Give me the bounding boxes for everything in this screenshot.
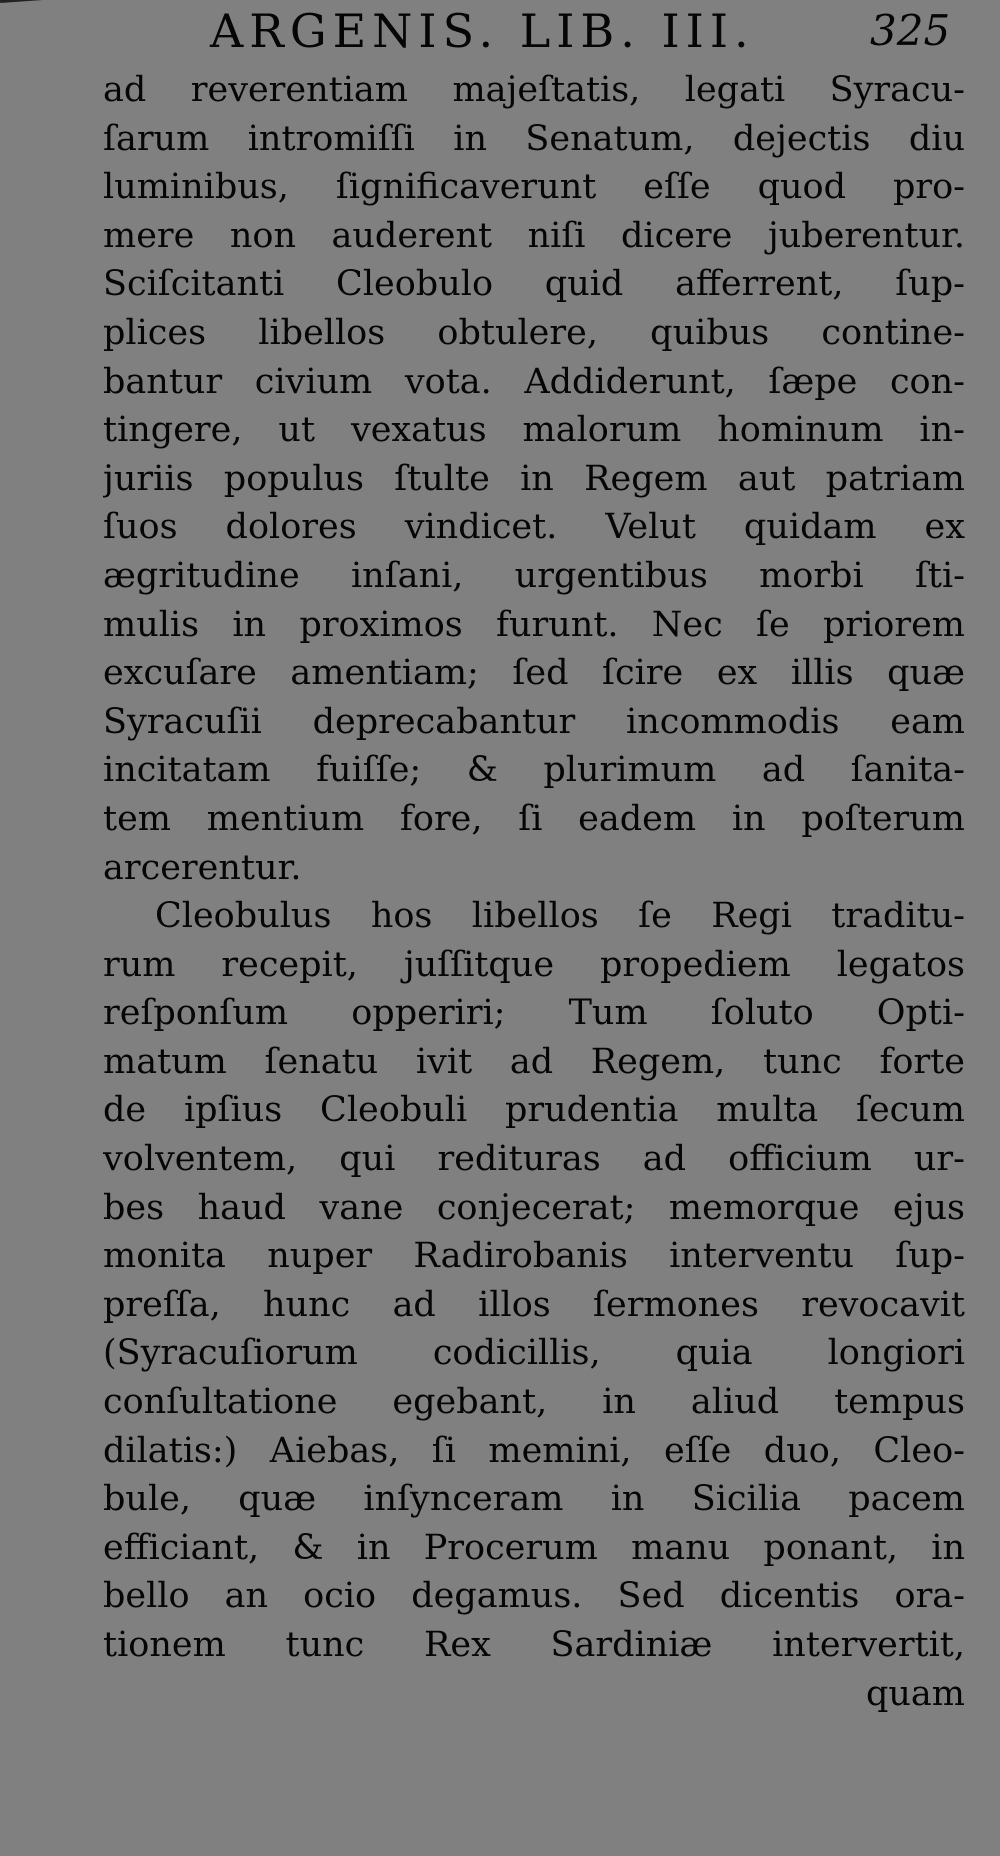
paragraph-end-line: arcerentur.	[103, 847, 302, 888]
text-line: tingere, ut vexatus malorum hominum in-	[103, 410, 965, 451]
page-number: 325	[870, 6, 951, 55]
text-line: conſultatione egebant, in aliud tempus	[103, 1382, 965, 1423]
text-line: incitatam fuiſſe; & plurimum ad ſanita-	[103, 750, 965, 791]
running-title: ARGENIS. LIB. III.	[210, 4, 755, 58]
text-line: bes haud vane conjecerat; memorque ejus	[103, 1187, 965, 1228]
text-line: preſſa, hunc ad illos ſermones revocavit	[103, 1284, 965, 1325]
text-line: matum ſenatu ivit ad Regem, tunc forte	[103, 1041, 965, 1082]
text-line: mere non auderent niſi dicere juberentur.	[103, 215, 965, 256]
paragraph-start-line: Cleobulus hos libellos ſe Regi traditu-	[155, 896, 965, 937]
text-line: bello an ocio degamus. Sed dicentis ora-	[103, 1576, 965, 1617]
text-line: monita nuper Radirobanis interventu ſup-	[103, 1236, 965, 1277]
text-line: mulis in proximos furunt. Nec ſe priorem	[103, 604, 965, 645]
text-line: efficiant, & in Procerum manu ponant, in	[103, 1527, 965, 1568]
text-line: reſponſum opperiri; Tum ſoluto Opti-	[103, 993, 965, 1034]
text-line: ad reverentiam majeſtatis, legati Syracu-	[103, 70, 965, 110]
text-line: de ipſius Cleobuli prudentia multa ſecum	[103, 1090, 965, 1131]
text-line: excuſare amentiam; ſed ſcire ex illis quæ	[103, 653, 965, 694]
text-line: Sciſcitanti Cleobulo quid afferrent, ſup-	[103, 264, 965, 305]
catchword: quam	[865, 1673, 965, 1714]
text-line: volventem, qui redituras ad officium ur-	[103, 1139, 965, 1180]
text-line: bantur civium vota. Addiderunt, ſæpe con-	[103, 361, 965, 402]
running-header	[0, 0, 1000, 60]
text-line: juriis populus ſtulte in Regem aut patriam	[103, 458, 965, 499]
text-line: luminibus, ſignificaverunt eſſe quod pro-	[103, 167, 965, 208]
text-line: ægritudine inſani, urgentibus morbi ſti-	[103, 555, 965, 596]
text-line: ſuos dolores vindicet. Velut quidam ex	[103, 507, 965, 548]
text-line: (Syracuſiorum codicillis, quia longiori	[103, 1333, 965, 1374]
body-text	[103, 66, 965, 1718]
text-line: dilatis:) Aiebas, ſi memini, eſſe duo, Cleo-	[103, 1430, 965, 1471]
text-line: rum recepit, juſſitque propediem legatos	[103, 944, 965, 985]
text-line: plices libellos obtulere, quibus contine-	[103, 312, 965, 353]
text-line: ſarum intromiſſi in Senatum, dejectis diu	[103, 118, 965, 159]
text-line: tionem tunc Rex Sardiniæ intervertit,	[103, 1625, 965, 1665]
text-line: Syracuſii deprecabantur incommodis eam	[103, 701, 965, 742]
text-line: tem mentium fore, ſi eadem in poſterum	[103, 798, 965, 839]
text-line: bule, quæ inſynceram in Sicilia pacem	[103, 1479, 965, 1520]
